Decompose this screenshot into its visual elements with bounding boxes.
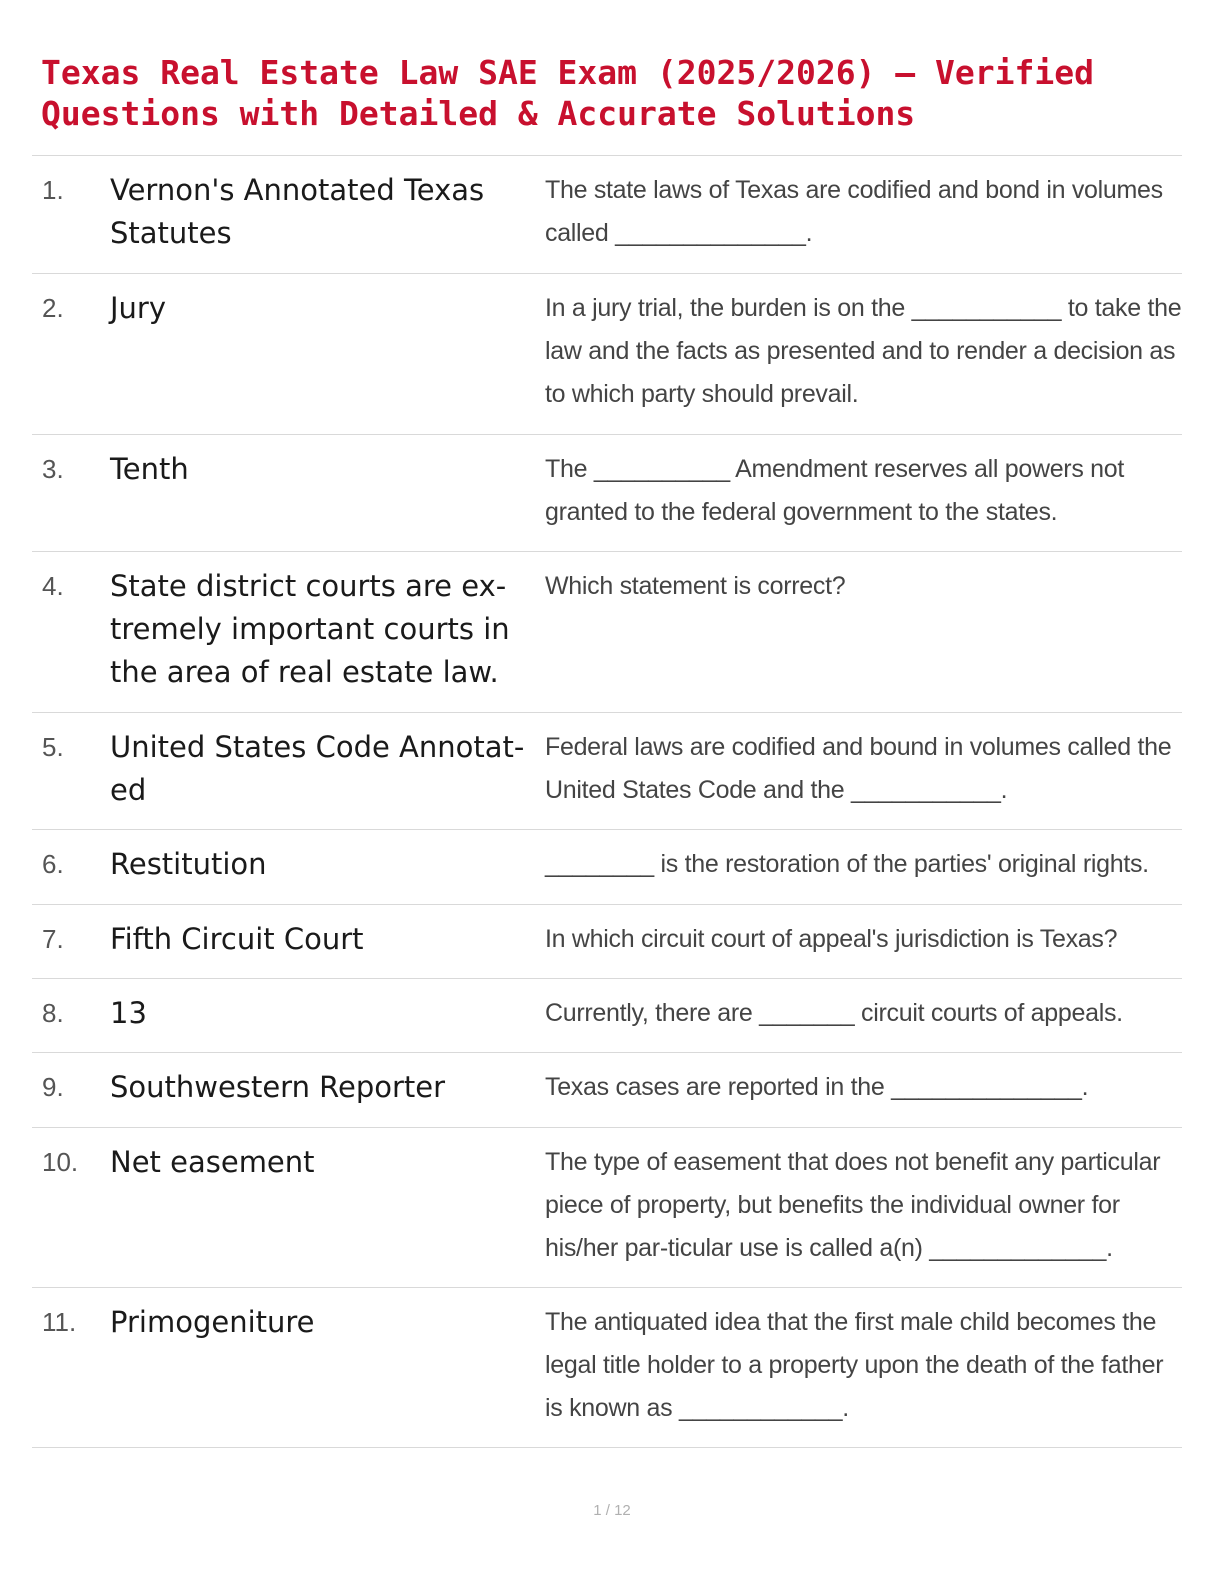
table-row (32, 1128, 1182, 1288)
row-term: Southwestern Reporter (110, 1070, 446, 1104)
row-definition: Currently, there are _______ circuit courts of appeals. (545, 999, 1123, 1027)
row-term: Jury (110, 291, 167, 325)
row-term: Vernon's Annotated Texas Statutes (110, 173, 485, 250)
table-row (32, 552, 1182, 713)
row-term: State district courts are ex-tremely important courts in the area of real estate law. (110, 569, 510, 689)
row-definition: Which statement is correct? (545, 572, 846, 600)
row-number: 6. (42, 849, 64, 879)
row-number: 8. (42, 998, 64, 1028)
table-row (32, 1288, 1182, 1448)
table-row (32, 1053, 1182, 1128)
row-number: 7. (42, 924, 64, 954)
row-number: 9. (42, 1072, 64, 1102)
flashcard-table (32, 155, 1182, 1448)
row-definition: Texas cases are reported in the ______________. (545, 1073, 1089, 1101)
row-definition: The state laws of Texas are codified and bond in volumes called ______________. (545, 176, 1163, 247)
row-number: 1. (42, 175, 64, 205)
table-row (32, 435, 1182, 552)
row-number: 10. (42, 1147, 79, 1177)
row-number: 5. (42, 732, 64, 762)
table-row (32, 979, 1182, 1053)
row-definition: Federal laws are codified and bound in volumes called the United States Code and the ___________. (545, 733, 1172, 804)
table-row (32, 905, 1182, 979)
row-definition: In which circuit court of appeal's jurisdiction is Texas? (545, 925, 1118, 953)
row-term: Primogeniture (110, 1305, 315, 1339)
row-definition: The antiquated idea that the first male child becomes the legal title holder to a property upon the death of the father is known as ____________. (545, 1308, 1164, 1422)
document-title: Texas Real Estate Law SAE Exam (2025/2026) – Verified Questions with Detailed & Accurate Solutions (41, 53, 1094, 133)
row-number: 4. (42, 571, 64, 601)
table-row (32, 830, 1182, 905)
row-term: Tenth (110, 452, 189, 486)
row-term: 13 (110, 996, 147, 1030)
row-term: Net easement (110, 1145, 315, 1179)
table-row (32, 156, 1182, 274)
row-definition: The type of easement that does not benefit any particular piece of property, but benefits the individual owner for his/her par-ticular use is called a(n) _____________. (545, 1148, 1161, 1262)
row-number: 3. (42, 454, 64, 484)
page-number: 1 / 12 (593, 1502, 631, 1519)
row-definition: The __________ Amendment reserves all powers not granted to the federal government to the states. (545, 455, 1125, 526)
row-term: United States Code Annotat-ed (110, 730, 525, 807)
table-row (32, 713, 1182, 830)
row-number: 2. (42, 293, 64, 323)
table-row (32, 274, 1182, 435)
row-definition: ________ is the restoration of the parties' original rights. (545, 850, 1149, 878)
row-number: 11. (42, 1307, 77, 1337)
row-term: Fifth Circuit Court (110, 922, 364, 956)
row-definition: In a jury trial, the burden is on the ___________ to take the law and the facts as presented and to render a decision as to which party should prevail. (545, 294, 1182, 408)
row-term: Restitution (110, 847, 267, 881)
